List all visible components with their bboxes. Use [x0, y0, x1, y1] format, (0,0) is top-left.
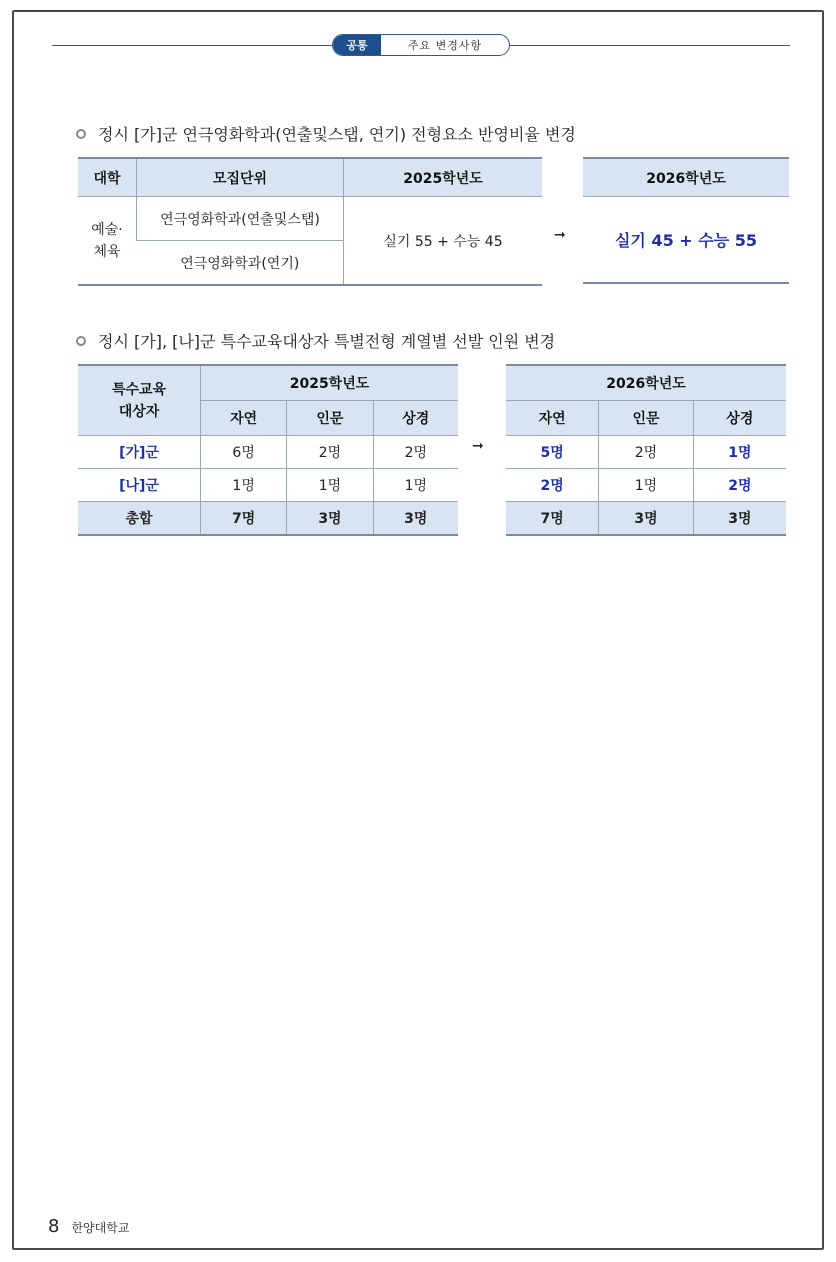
header-line-left — [52, 45, 334, 46]
row-label: [나]군 — [78, 469, 201, 502]
total-cell: 3명 — [693, 502, 786, 536]
ratio-2026-cell: 실기 45 + 수능 55 — [583, 197, 789, 284]
unit-cell: 연극영화학과(연기) — [137, 241, 344, 286]
ratio-2025-cell: 실기 55 + 수능 45 — [344, 197, 543, 286]
section1-table-2025 — [78, 157, 542, 286]
total-cell: 3명 — [373, 502, 458, 536]
header-college: 대학 — [78, 158, 137, 197]
circle-bullet-icon — [76, 336, 86, 346]
col-natural: 자연 — [201, 401, 287, 436]
total-label: 총합 — [78, 502, 201, 536]
circle-bullet-icon — [76, 129, 86, 139]
table-cell: 5명 — [506, 436, 599, 469]
footer — [48, 1216, 129, 1237]
section2-title: 정시 [가], [나]군 특수교육대상자 특별전형 계열별 선발 인원 변경 — [98, 332, 556, 351]
table-cell: 1명 — [287, 469, 373, 502]
section1-title: 정시 [가]군 연극영화학과(연출및스탭, 연기) 전형요소 반영비율 변경 — [98, 125, 576, 144]
total-cell: 3명 — [287, 502, 373, 536]
header-line-right — [508, 45, 790, 46]
header-2026: 2026학년도 — [583, 158, 789, 197]
total-cell: 7명 — [506, 502, 599, 536]
table-cell: 2명 — [373, 436, 458, 469]
table-cell: 2명 — [599, 436, 693, 469]
section1-title-row — [76, 122, 576, 145]
col-humanities: 인문 — [287, 401, 373, 436]
col-business: 상경 — [373, 401, 458, 436]
header-tag: 공통 — [333, 35, 381, 55]
header-pill — [332, 34, 510, 56]
total-cell: 7명 — [201, 502, 287, 536]
row-header: 특수교육 대상자 — [78, 365, 201, 436]
section2-table-2025 — [78, 364, 458, 536]
section2-table-2026 — [506, 364, 786, 536]
table-cell: 1명 — [599, 469, 693, 502]
col-humanities: 인문 — [599, 401, 693, 436]
table-cell: 2명 — [693, 469, 786, 502]
section1-table-2026 — [583, 157, 789, 284]
college-cell: 예술· 체육 — [78, 197, 137, 286]
table-cell: 1명 — [693, 436, 786, 469]
arrow-right-icon: ➞ — [554, 227, 566, 243]
total-cell: 3명 — [599, 502, 693, 536]
table-cell: 2명 — [506, 469, 599, 502]
page-number: 8 — [48, 1216, 60, 1237]
col-natural: 자연 — [506, 401, 599, 436]
header-title: 주요 변경사항 — [407, 39, 483, 52]
arrow-right-icon: ➞ — [472, 438, 484, 454]
table-cell: 1명 — [373, 469, 458, 502]
section2-title-row — [76, 329, 555, 352]
row-label: [가]군 — [78, 436, 201, 469]
header-unit: 모집단위 — [137, 158, 344, 197]
table-cell: 6명 — [201, 436, 287, 469]
col-business: 상경 — [693, 401, 786, 436]
table-cell: 1명 — [201, 469, 287, 502]
header-2026: 2026학년도 — [506, 365, 786, 401]
header-2025: 2025학년도 — [344, 158, 543, 197]
university-name: 한양대학교 — [71, 1221, 130, 1235]
unit-cell: 연극영화학과(연출및스탭) — [137, 197, 344, 241]
header-2025: 2025학년도 — [201, 365, 459, 401]
table-cell: 2명 — [287, 436, 373, 469]
